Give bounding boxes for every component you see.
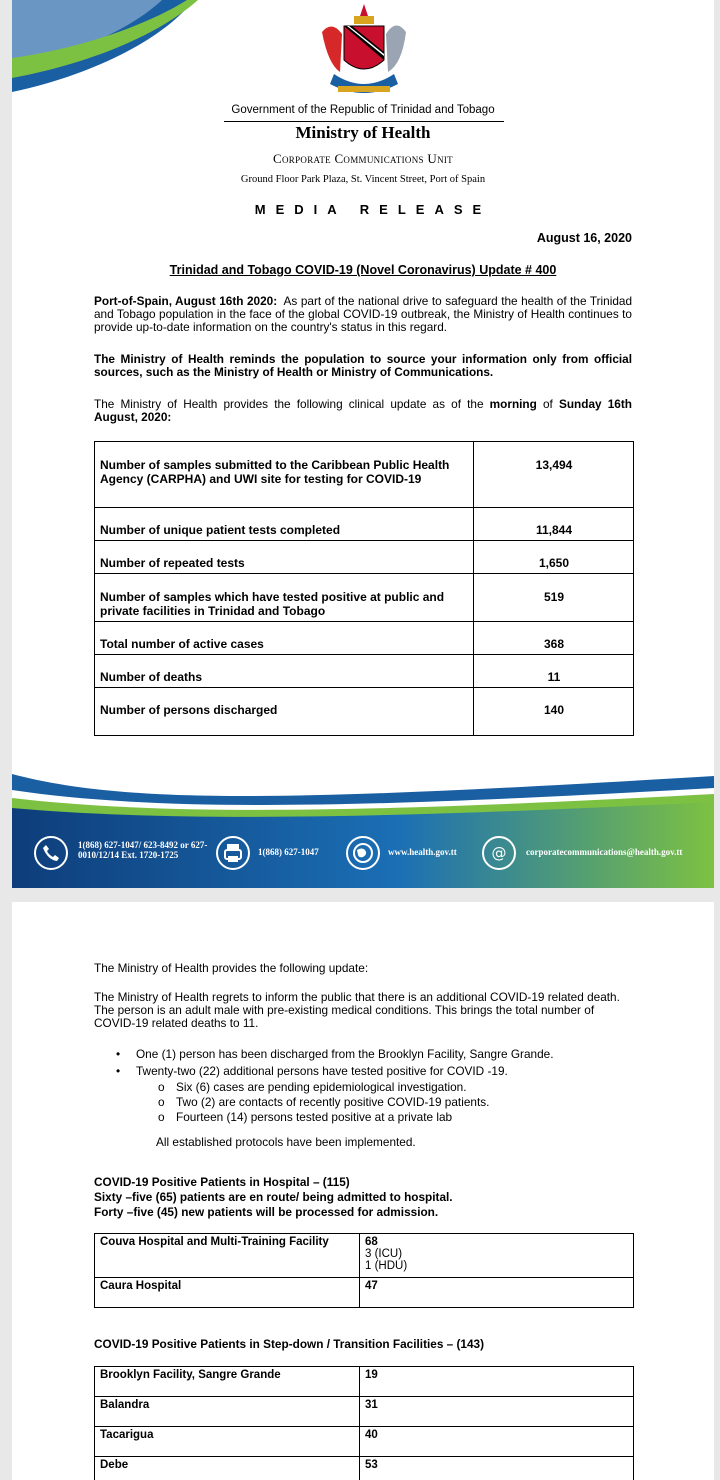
table-row <box>95 1367 634 1397</box>
header-rule <box>224 121 504 122</box>
clinical-morning: morning <box>489 397 537 411</box>
globe-icon <box>346 836 380 870</box>
fax-number: 1(868) 627-1047 <box>258 847 319 857</box>
release-page-1 <box>12 0 714 888</box>
facility-count: 40 <box>360 1427 634 1457</box>
list-item: Six (6) cases are pending epidemiological investigation. <box>176 1080 467 1094</box>
svg-text:@: @ <box>491 844 507 862</box>
bullet-dot: • <box>116 1047 121 1061</box>
facility-name: Balandra <box>95 1397 360 1427</box>
hospital-name: Couva Hospital and Multi-Training Facility <box>95 1234 360 1278</box>
clinical-update-intro <box>94 398 632 424</box>
list-item: Twenty-two (22) additional persons have tested positive for COVID -19. <box>136 1064 508 1078</box>
table-row <box>95 1278 634 1308</box>
stat-value: 519 <box>474 574 634 622</box>
icu-count: 3 (ICU) <box>365 1248 403 1260</box>
table-row <box>95 541 634 574</box>
hospital-count: 47 <box>360 1278 634 1308</box>
stat-value: 1,650 <box>474 541 634 574</box>
facility-name: Brooklyn Facility, Sangre Grande <box>95 1367 360 1397</box>
facility-count: 31 <box>360 1397 634 1427</box>
intro-text: As part of the national drive to safeguard the health of the Trinidad and Tobago population in the face of the global COVID-19 outbreak, the Ministry of Health continues to provide up-to-date information on the country's status in this regard. <box>94 294 633 334</box>
header-swoosh <box>12 0 212 100</box>
stat-label: Number of samples which have tested positive at public and private facilities in Trinidad and Tobago <box>95 574 474 622</box>
hospital-count-cell <box>360 1234 634 1278</box>
government-name: Government of the Republic of Trinidad and Tobago <box>231 104 495 116</box>
clinical-of: of <box>542 397 553 411</box>
email-icon <box>482 836 516 870</box>
media-release-label: MEDIA RELEASE <box>254 202 492 217</box>
table-row <box>95 508 634 541</box>
hdu-count: 1 (HDU) <box>365 1260 408 1272</box>
stepdown-heading: COVID-19 Positive Patients in Step-down / Transition Facilities – (143) <box>94 1337 485 1351</box>
list-item: Fourteen (14) persons tested positive at a private lab <box>176 1110 453 1124</box>
facility-name: Tacarigua <box>95 1427 360 1457</box>
facility-count: 53 <box>360 1457 634 1480</box>
stat-label: Number of repeated tests <box>95 541 474 574</box>
sub-bullet-mark: o <box>158 1110 165 1124</box>
table-row <box>95 1427 634 1457</box>
table-row <box>95 688 634 736</box>
table-row <box>95 1234 634 1278</box>
hospital-heading: COVID-19 Positive Patients in Hospital – (115) <box>94 1175 350 1189</box>
dateline: Port-of-Spain, August 16th 2020: <box>94 294 278 308</box>
hospital-line-2: Sixty –five (65) patients are en route/ being admitted to hospital. <box>94 1190 453 1204</box>
sub-bullet-mark: o <box>158 1080 165 1094</box>
coat-of-arms-icon <box>314 2 414 102</box>
death-paragraph: The Ministry of Health regrets to inform the public that there is an additional COVID-19 related death. The person is an adult male with pre-existing medical conditions. This brings the total number of COVID-19 related deaths to 11. <box>94 990 620 1030</box>
reminder-paragraph: The Ministry of Health reminds the population to source your information only from official sources, such as the Ministry of Health or Ministry of Communications. <box>94 352 632 379</box>
table-row <box>95 442 634 508</box>
hospital-count: 68 <box>365 1236 378 1248</box>
stat-label: Number of samples submitted to the Caribbean Public Health Agency (CARPHA) and UWI site for testing for COVID-19 <box>95 442 474 508</box>
phone-numbers: 1(868) 627-1047/ 623-8492 or 627-0010/12/14 Ext. 1720-1725 <box>78 840 208 860</box>
update-intro: The Ministry of Health provides the following update: <box>94 961 369 975</box>
bullet-dot: • <box>116 1064 121 1078</box>
stat-label: Number of persons discharged <box>95 688 474 736</box>
stepdown-table <box>94 1366 634 1480</box>
stat-label: Number of unique patient tests completed <box>95 508 474 541</box>
fax-icon <box>216 836 250 870</box>
website[interactable]: www.health.gov.tt <box>388 847 457 857</box>
protocols-note: All established protocols have been implemented. <box>156 1135 416 1149</box>
table-row <box>95 655 634 688</box>
clinical-stats-table <box>94 441 634 736</box>
list-item: One (1) person has been discharged from the Brooklyn Facility, Sangre Grande. <box>136 1047 554 1061</box>
table-row <box>95 1397 634 1427</box>
stat-value: 11 <box>474 655 634 688</box>
stat-label: Number of deaths <box>95 655 474 688</box>
intro-paragraph <box>94 295 632 334</box>
release-page-2 <box>12 902 714 1480</box>
phone-icon <box>34 836 68 870</box>
table-row <box>95 1457 634 1480</box>
unit-name: Corporate Communications Unit <box>273 151 453 166</box>
email-address[interactable]: corporatecommunications@health.gov.tt <box>526 847 683 857</box>
release-date: August 16, 2020 <box>536 231 632 245</box>
list-item: Two (2) are contacts of recently positive COVID-19 patients. <box>176 1095 490 1109</box>
stat-value: 13,494 <box>474 442 634 508</box>
stat-value: 140 <box>474 688 634 736</box>
ministry-name: Ministry of Health <box>295 123 431 142</box>
stat-label: Total number of active cases <box>95 622 474 655</box>
release-title: Trinidad and Tobago COVID-19 (Novel Coronavirus) Update # 400 <box>169 263 557 277</box>
clinical-day: Sunday 16th August, 2020: <box>94 397 632 424</box>
stat-value: 11,844 <box>474 508 634 541</box>
sub-bullet-mark: o <box>158 1095 165 1109</box>
clinical-pre: The Ministry of Health provides the following clinical update as of the <box>94 397 484 411</box>
address: Ground Floor Park Plaza, St. Vincent Street, Port of Spain <box>240 174 486 185</box>
hospital-name: Caura Hospital <box>95 1278 360 1308</box>
table-row <box>95 622 634 655</box>
facility-name: Debe <box>95 1457 360 1480</box>
facility-count: 19 <box>360 1367 634 1397</box>
table-row <box>95 574 634 622</box>
stat-value: 368 <box>474 622 634 655</box>
hospital-table <box>94 1233 634 1308</box>
hospital-line-3: Forty –five (45) new patients will be processed for admission. <box>94 1205 439 1219</box>
